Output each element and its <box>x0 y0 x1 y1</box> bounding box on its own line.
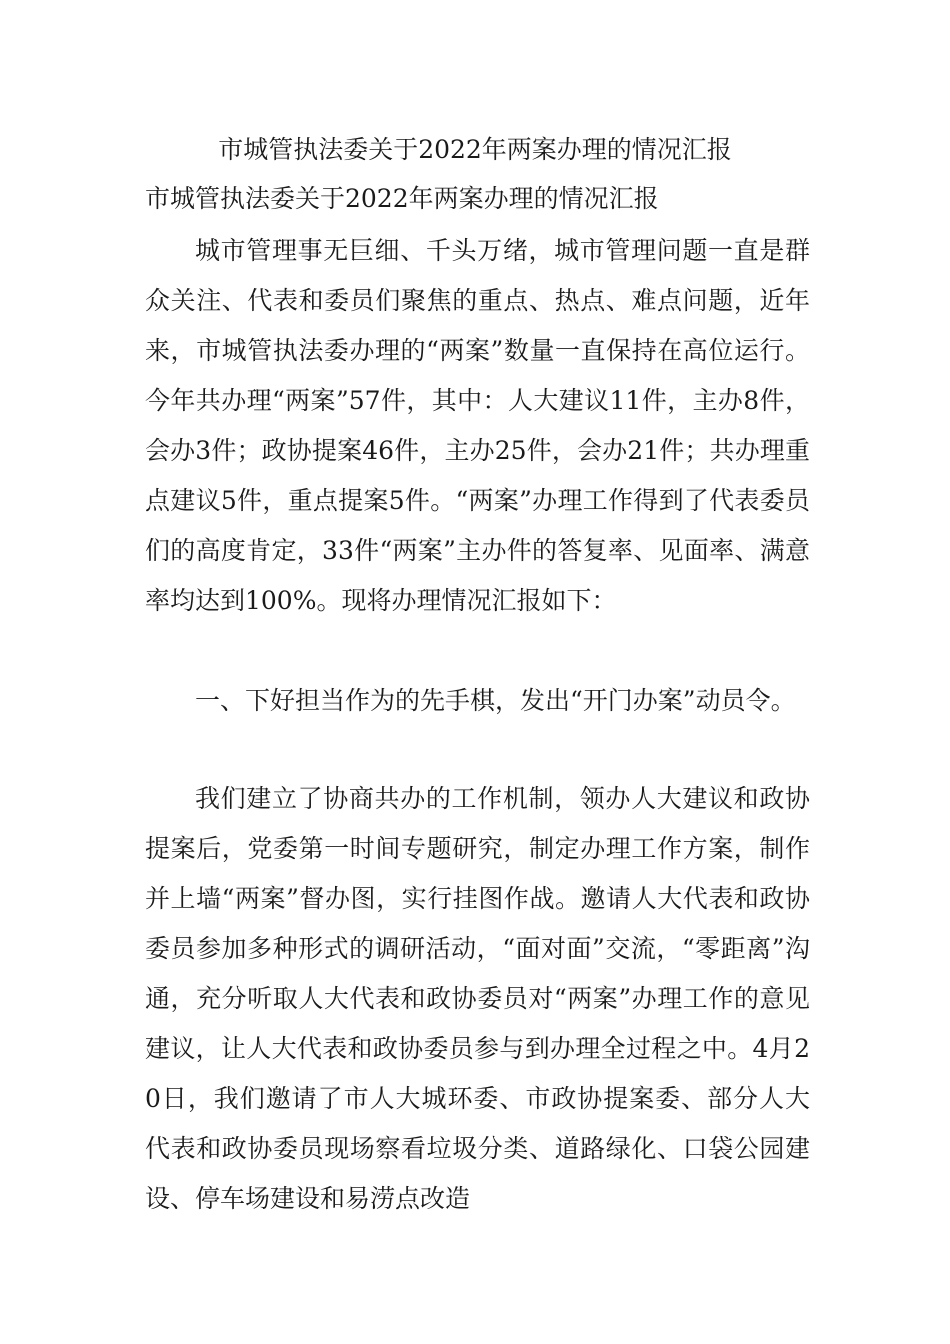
document-title: 市城管执法委关于2022年两案办理的情况汇报 <box>218 135 732 164</box>
body-paragraph-1: 城市管理事无巨细、千头万绪，城市管理问题一直是群众关注、代表和委员们聚焦的重点、热点、难点问题，近年来，市城管执法委办理的“两案”数量一直保持在高位运行。今年共办理“两案”57件，其中：人大建议11件，主办8件，会办3件；政协提案46件，主办25件，会办21件；共办理重点建议5件，重点提案5件。“两案”办理工作得到了代表委员们的高度肯定，33件“两案”主办件的答复率、见面率、满意率均达到100%。现将办理情况汇报如下： <box>145 236 810 615</box>
document-subtitle: 市城管执法委关于2022年两案办理的情况汇报 <box>145 184 659 213</box>
body-paragraph-2: 我们建立了协商共办的工作机制，领办人大建议和政协提案后，党委第一时间专题研究，制定办理工作方案，制作并上墙“两案”督办图，实行挂图作战。邀请人大代表和政协委员参加多种形式的调研活动，“面对面”交流，“零距离”沟通，充分听取人大代表和政协委员对“两案”办理工作的意见建议，让人大代表和政协委员参与到办理全过程之中。4月20日，我们邀请了市人大城环委、市政协提案委、部分人大代表和政协委员现场察看垃圾分类、道路绿化、口袋公园建设、停车场建设和易涝点改造 <box>145 784 810 1213</box>
section-heading-1: 一、下好担当作为的先手棋，发出“开门办案”动员令。 <box>195 686 796 715</box>
